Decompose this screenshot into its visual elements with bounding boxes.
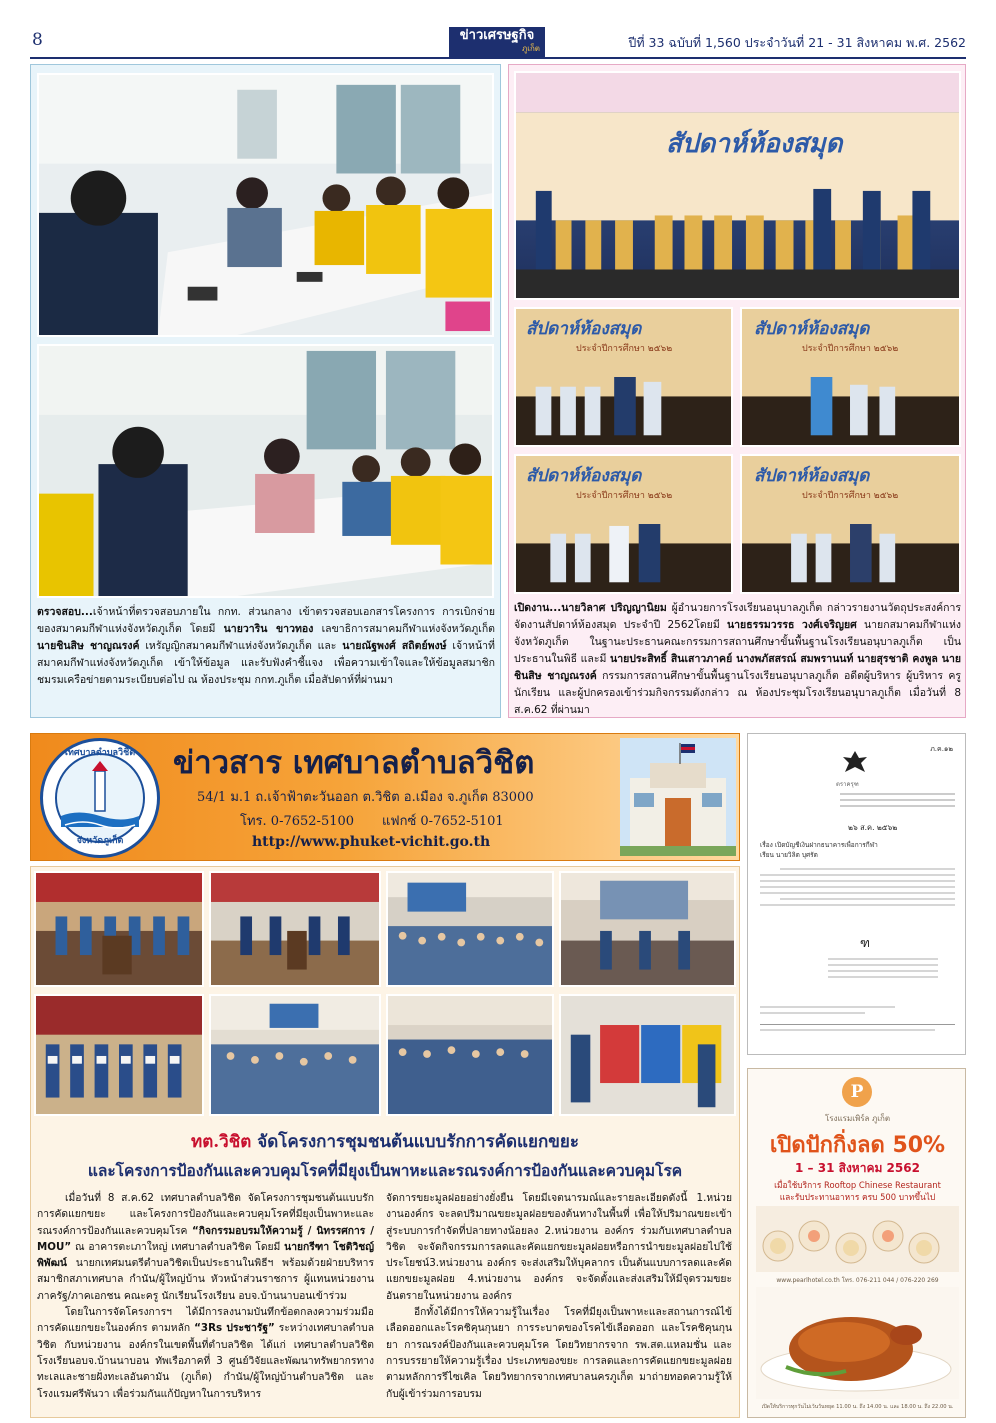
award-photo-3 [514,454,733,594]
municipal-logo-top: เทศบาลตำบลวิชิต [64,748,136,758]
event-scene-6 [211,996,379,1114]
event-photo-2 [209,871,381,987]
letter-paragraph-lines [760,864,955,910]
ad-hours: เปิดให้บริการทุกวันไม่เว้นวันหยุด 11.00 น. ถึง 14.00 น. และ 18.00 น. ถึง 22.00 น. [761,1404,954,1410]
stage-banner-text: สัปดาห์ห้องสมุด [666,129,843,159]
meeting-scene-1 [39,75,492,335]
left-caption-lead: ตรวจสอบ... [37,606,93,618]
municipal-col2-paragraph2: อีกทั้งได้มีการให้ความรู้ในเรื่อง โรคที่มียุงเป็นพาหะและสถานการณ์ไข้เลือดออกและโรคชิคุนกุนยา การระบาดของโรคไข้เลือดออก และโรคชิคุนกุนยา การณรงค์ป้องกันและควบคุมโรค โดยวิทยากรจาก รพ.สต.แหลมชั่น และการบรรยายให้ความรู้เรื่อง ประเภทของขยะ การลดและการคัดแยกขยะมูลฝอยตามหลักการรีไซเคิล โดยวิทยากรจากเทศบาลนครภูเก็ต มาถ่ายทอดความรู้ให้กับผู้เข้าร่วมการอบรม [386,1306,732,1400]
col1-bold3: “3Rs ประชารัฐ” [194,1322,275,1335]
col1-bold1: “กิจกรรมอบรมให้ความรู้ / นิทรรศการ / MOU” [37,1224,374,1253]
right-caption-part3: กรรมการสถานศึกษาขั้นพื้นฐานโรงเรียนอนุบาลภูเก็ต อดีตผู้บริหาร ผู้บริหาร ครู นักเรียน และผู้ปกครองเข้าร่วมกิจกรรมดังกล่าว ณ ห้องประชุมโรงเรียนอนุบาลภูเก็ต เมื่อวันที่ 8 ส.ค.62 ที่ผ่านมา [514,670,961,716]
col1-p2a: โดยในการจัดโครงการฯ ได้มีการลงนามบันทึกข้อตกลงความร่วมมือ การคัดแยกขยะในองค์กร ตามหลัก [37,1306,374,1335]
masthead-title: ข่าวเศรษฐกิจ [459,28,535,43]
masthead-logo [449,27,545,57]
issue-line: ปีที่ 33 ฉบับที่ 1,560 ประจำวันที่ 21 - 31 สิงหาคม พ.ศ. 2562 [628,35,966,50]
left-caption-part1: เจ้าหน้าที่ตรวจสอบภายใน กกท. ส่วนกลาง เข้าตรวจสอบเอกสารโครงการ การเบิกจ่าย ของสมาคมกีฬาแห่งจังหวัดภูเก็ต โดยมี [37,606,495,635]
event-photo-1 [34,871,204,987]
official-letter [747,733,966,1055]
left-caption-part2: เลขาธิการสมาคมกีฬาแห่งจังหวัดภูเก็ต [313,623,495,635]
municipal-fax: แฟกซ์ 0-7652-5101 [382,814,504,829]
meeting-photo-2 [37,344,494,598]
stage-scene [516,73,959,298]
municipal-headline-line1: จัดโครงการชุมชนต้นแบบรักการคัดแยกขยะ [251,1132,579,1152]
letter-garuda-label: ตราครุฑ [836,781,859,788]
event-photo-4 [559,871,736,987]
right-story-caption [514,600,961,719]
right-caption-name3: นายประสิทธิ์ สินเสาวภาคย์ นางพภัสสรณ์ สมพรานนท์ นายสุรชาติ คงพูล นายชินสิษ ชาญณรงค์ [514,653,961,682]
event-photo-5 [34,994,204,1116]
header-rule [30,57,966,59]
award-photo-1 [514,307,733,447]
letter-date: ๒๖ ส.ค. ๒๕๖๒ [848,823,898,832]
event-scene-3 [388,873,552,985]
letter-to: เรียน นายวิลิต บุศรัต [760,851,818,859]
right-caption-name2: นายธรรมวรรธ วงศ์เจริญยศ [726,619,857,631]
left-story-caption [37,604,495,689]
municipal-phone: โทร. 0-7652-5100 [240,814,355,829]
municipal-logo-bottom: จังหวัดภูเก็ต [76,836,124,846]
meeting-photo-1 [37,73,494,337]
right-caption-part2: นายกสมาคมกีฬาแห่งจังหวัดภูเก็ต ในฐานะประธานคณะกรรมการสถานศึกษาขั้นพื้นฐานโรงเรียนอนุบาลภูเก็ต เป็นประธานในพิธี และมี [514,619,961,665]
letter-body-lines [760,789,955,811]
award-photo-2 [740,307,961,447]
event-scene-2 [211,873,379,985]
left-caption-name1: นายวาริน ขาวทอง [223,623,314,635]
library-stage-photo [514,71,961,300]
municipal-col2-paragraph1: จัดการขยะมูลฝอยอย่างยั่งยืน โดยมีเจตนารมณ์และรายละเอียดดังนี้ 1.หน่วยงานองค์กร จะลดปริมาณขยะมูลฝอยของต้นทางในพื้นที่ เพื่อให้ปริมาณขยะเข้าสู่ระบบการกำจัดที่ปลายทางน้อยลง 2.หน่วยงาน องค์กร ร่วมกับเทศบาลตำบลวิชิต จะจัดกิจกรรมการลดและคัดแยกขยะมูลฝอยหรือการนำขยะมูลฝอยไปใช้ประโยชน์3.หน่วยงาน องค์กร จะส่งเสริมให้บุคลากร เป็นต้นแบบการลดและคัดแยกขยะมูลฝอย 4.หน่วยงาน องค์กร จะจัดตั้งและส่งเสริมให้มีจุดรวมขยะอันตรายในหน่วยงาน องค์กร [386,1192,732,1302]
municipal-building-photo [620,738,736,856]
col1-p1c: นายกเทศมนตรีตำบลวิชิตเป็นประธานในพิธีฯ พร้อมด้วยฝ่ายบริหาร สมาชิกสภาเทศบาล กำนัน/ผู้ใหญ่บ้าน หัวหน้าส่วนราชการ ผู้แทนหน่วยงานภาครัฐ/ภาคเอกชน คณะครู นักเรียนโรงเรียน อบจ.บ้านนาบอนเข้าร่วม [37,1257,374,1302]
col1-p1b: ณ อาคารตะเภาใหญ่ เทศบาลตำบลวิชิต โดยมี [71,1240,285,1253]
event-scene-4 [561,873,734,985]
ad-logo-circle [842,1077,872,1107]
right-caption-name1: นายวิลาศ ปริญญานิยม [561,602,667,614]
event-scene-1 [36,873,202,985]
page-number: 8 [32,30,43,50]
roast-duck-icon [756,1287,959,1399]
ad-duck-photo [756,1287,959,1399]
award-banner-text-3: สัปดาห์ห้องสมุด [526,466,642,486]
municipal-col1-paragraph1 [37,1190,374,1304]
left-caption-part4: เจ้าหน้าที่สมาคมกีฬาแห่งจังหวัดภูเก็ต เข้าให้ข้อมูล และรับฟังคำชี้แจง เพื่อความเข้าใจและให้ข้อมูลสมาชิกชมรมเครือข่ายตามระเบียบต่อไป ณ ห้องประชุม กกท.ภูเก็ต เมื่อสัปดาห์ที่ผ่านมา [37,640,495,686]
meeting-scene-2 [39,346,492,596]
municipal-headline-2: และโครงการป้องกันและควบคุมโรคที่มียุงเป็นพาหะและรณรงค์การป้องกันและควบคุมโรค [87,1161,683,1180]
municipal-logo [40,738,160,858]
award-photo-4 [740,454,961,594]
ad-line1: เมื่อใช้บริการ Rooftop Chinese Restaurant [774,1180,941,1190]
award-banner-text-1: สัปดาห์ห้องสมุด [526,319,642,339]
event-scene-7 [388,996,552,1114]
award-banner-text-4: สัปดาห์ห้องสมุด [754,466,870,486]
building-scene [620,738,736,856]
left-caption-name2: นายชินสิษ ชาญณรงค์ [37,640,140,652]
pearl-hotel-ad [747,1068,966,1418]
masthead-sub: ภูเก็ต [521,44,540,53]
event-scene-5 [36,996,202,1114]
ad-contact: www.pearlhotel.co.th โทร. 076-211 044 / 076-220 269 [776,1277,939,1284]
letter-signature: ฑ [860,936,870,950]
letter-doc-code: ภ.ค.๑๒ [930,745,953,753]
dimsum-icon [756,1206,959,1272]
ad-line2: และรับประทานอาหาร ครบ 500 บาทขึ้นไป [779,1192,936,1202]
letter-footer-lines [760,1002,955,1035]
municipal-title: ข่าวสาร เทศบาลตำบลวิชิต [173,745,535,781]
col1-bold2: นายกรีฑา โชติวิชญ์พิพัฒน์ [37,1240,374,1270]
right-caption-lead: เปิดงาน... [514,602,562,614]
event-photo-3 [386,871,554,987]
letter-signature-lines [828,954,938,982]
event-scene-8 [561,996,734,1114]
award-banner-year-2: ประจำปีการศึกษา ๒๕๖๒ [802,344,899,354]
left-caption-part3: เหรัญญิกสมาคมกีฬาแห่งจังหวัดภูเก็ต และ [139,640,343,652]
right-caption-part1: ผู้อำนวยการโรงเรียนอนุบาลภูเก็ต กล่าวรายงานวัตถุประสงค์การจัดงานสัปดาห์ห้องสมุด ประจำปี 2562โดยมี [514,602,961,631]
municipal-url: http://www.phuket-vichit.go.th [252,834,491,850]
event-photo-7 [386,994,554,1116]
left-caption-name3: นายณัฐพงศ์ สถิตย์พงษ์ [342,640,447,652]
municipal-col1-paragraph2 [37,1304,374,1402]
award-banner-year-3: ประจำปีการศึกษา ๒๕๖๒ [576,491,673,501]
garuda-icon [840,748,870,778]
event-photo-6 [209,994,381,1116]
award-banner-text-2: สัปดาห์ห้องสมุด [754,319,870,339]
ad-headline: เปิดปักกิ่งลด 50% [769,1133,946,1158]
letter-subject: เรื่อง เปิดบัญชีเงินฝากธนาคารเพื่อการกีฬา [760,841,878,849]
municipal-headline-prefix: ทต.วิชิต [191,1132,252,1152]
event-photo-8 [559,994,736,1116]
ad-logo-letter: P [850,1082,864,1102]
col1-p1a: เมื่อวันที่ 8 ส.ค.62 เทศบาลตำบลวิชิต จัดโครงการชุมชนต้นแบบรักการคัดแยกขยะ และโครงการป้องกันและควบคุมโรคที่มียุงเป็นพาหะและรณรงค์การป้องกันและควบคุมโรค [37,1192,374,1237]
municipal-headline-1 [30,1128,740,1155]
municipal-column-2 [386,1190,732,1402]
award-banner-year-1: ประจำปีการศึกษา ๒๕๖๒ [576,344,673,354]
ad-dimsum-photo [756,1206,959,1272]
ad-brand: โรงแรมเพิร์ล ภูเก็ต [824,1114,891,1123]
municipal-column-1 [37,1190,374,1402]
col1-p2b: ระหว่างเทศบาลตำบลวิชิต กับหน่วยงาน องค์กรในเขตพื้นที่ตำบลวิชิต ได้แก่ เทศบาลตำบลวิชิต โรงเรียนอบจ.บ้านนาบอน ทัพเรือภาคที่ 3 ศูนย์วิจัยและพัฒนาทรัพยากรทางทะเลและชายฝั่งทะเลอันดามัน (ภูเก็ต) กำนัน/ผู้ใหญ่บ้านตำบลวิชิต และโรงแรมศรีพันวา เพื่อร่วมกันแก้ปัญหาในการบริหาร [37,1322,374,1400]
municipal-address: 54/1 ม.1 ถ.เจ้าฟ้าตะวันออก ต.วิชิต อ.เมือง จ.ภูเก็ต 83000 [197,790,534,805]
award-banner-year-4: ประจำปีการศึกษา ๒๕๖๒ [802,491,899,501]
ad-date-range: 1 – 31 สิงหาคม 2562 [795,1161,920,1175]
